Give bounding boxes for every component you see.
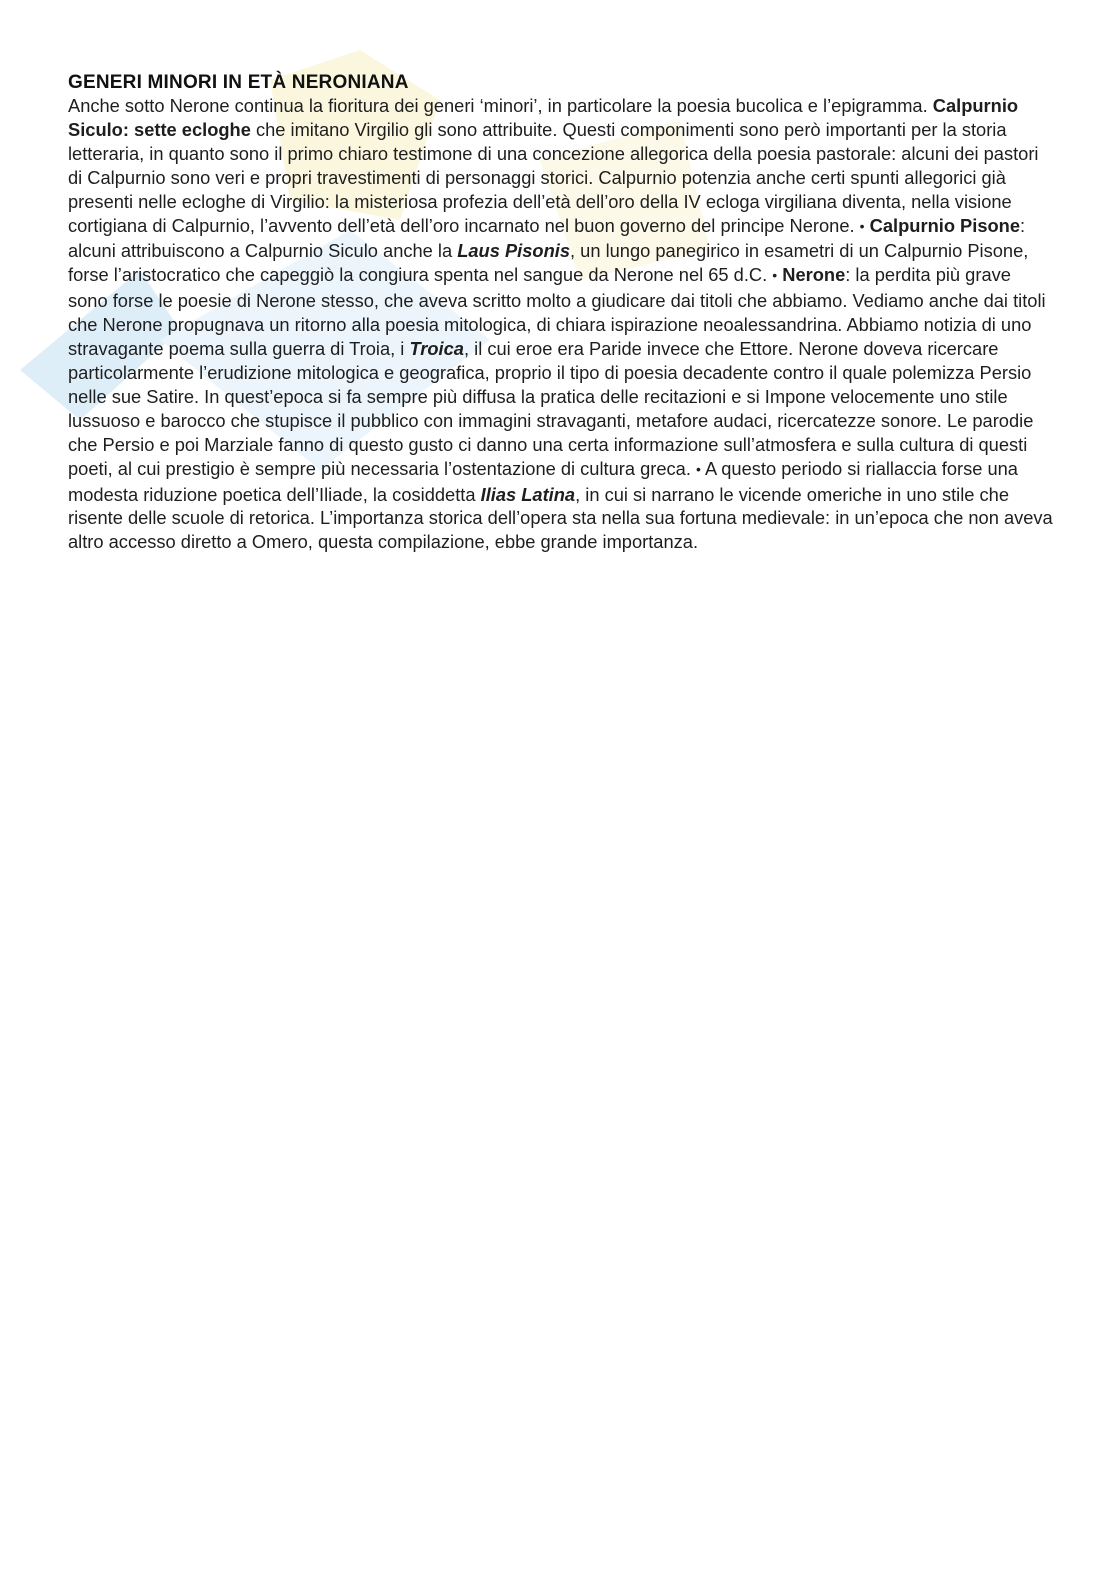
text-segment: : la perdita più grave sono forse le poesie di Nerone stesso, che aveva scritto molto a giudicare dai titoli che abbiamo. Vediamo anche dai titoli che Nerone propugnava un ritorno alla poesia mitologica, di chiara ispirazione neoalessandrina. Abbiamo notizia di uno stravagante poema sulla guerra di Troia, i: [68, 264, 1046, 360]
text-segment: : alcuni attribuiscono a Calpurnio Siculo anche la: [68, 214, 1026, 262]
author-calpurnio-pisone: Calpurnio Pisone: [869, 214, 1021, 236]
text-segment: che imitano Virgilio gli sono attribuite. Questi componimenti sono però importanti per la storia letteraria, in quanto sono il primo chiaro testimone di una concezione allegorica della poesia pastorale: alcuni dei pastori di Calpurnio sono veri e propri travestimenti di personaggi storici. Calpurnio potenzia anche certi spunti allegorici già presenti nelle ecloghe di Virgilio: la misteriosa profezia dell’età dell’oro della IV ecloga virgiliana diventa, nella visione cortigiana di Calpurnio, l’avvento dell’età dell’oro incarnato nel buon governo del principe Nerone.: [68, 118, 1039, 236]
text-colon: :: [122, 118, 135, 140]
author-calpurnio-siculo: Calpurnio Siculo: [68, 95, 1019, 140]
body-paragraph: [68, 94, 1053, 554]
work-laus-pisonis: Laus Pisonis: [457, 240, 570, 262]
text-segment: , un lungo panegirico in esametri di un Calpurnio Pisone, forse l’aristocratico che capeggiò la congiura spenta nel sangue da Nerone nel 65 d.C.: [68, 240, 1029, 286]
work-troica: Troica: [409, 338, 464, 360]
bullet-icon: •: [859, 217, 865, 234]
bullet-icon: •: [772, 267, 778, 284]
work-sette-ecloghe: sette ecloghe: [134, 118, 251, 140]
work-ilias-latina: Ilias Latina: [480, 483, 576, 505]
page-title: GENERI MINORI IN ETÀ NERONIANA: [68, 72, 409, 93]
text-segment: , in cui si narrano le vicende omeriche in uno stile che risente delle scuole di retorica. L’importanza storica dell’opera sta nella sua fortuna medievale: in un’epoca che non aveva altro accesso diretto a Omero, questa compilazione, ebbe grande importanza.: [68, 483, 1053, 553]
author-nerone: Nerone: [782, 264, 846, 286]
document-content: [68, 71, 1053, 554]
text-segment: , il cui eroe era Paride invece che Ettore. Nerone doveva ricercare particolarmente l’erudizione mitologica e geografica, proprio il tipo di poesia decadente contro il quale polemizza Persio nelle sue Satire. In quest’epoca si fa sempre più diffusa la pratica delle recitazioni e si Impone velocemente uno stile lussuoso e barocco che stupisce il pubblico con immagini stravaganti, metafore audaci, ricercatezze sonore. Le parodie che Persio e poi Marziale fanno di questo gusto ci danno una certa informazione sull’atmosfera e sulla cultura di questi poeti, al cui prestigio è sempre più necessaria l’ostentazione di cultura greca.: [68, 338, 1034, 479]
bullet-icon: •: [696, 460, 701, 477]
text-segment: A questo periodo si riallaccia forse una modesta riduzione poetica dell’Iliade, la cosiddetta: [68, 457, 1018, 505]
text-segment: Anche sotto Nerone continua la fioritura dei generi ‘minori’, in particolare la poesia bucolica e l’epigramma.: [68, 95, 933, 116]
